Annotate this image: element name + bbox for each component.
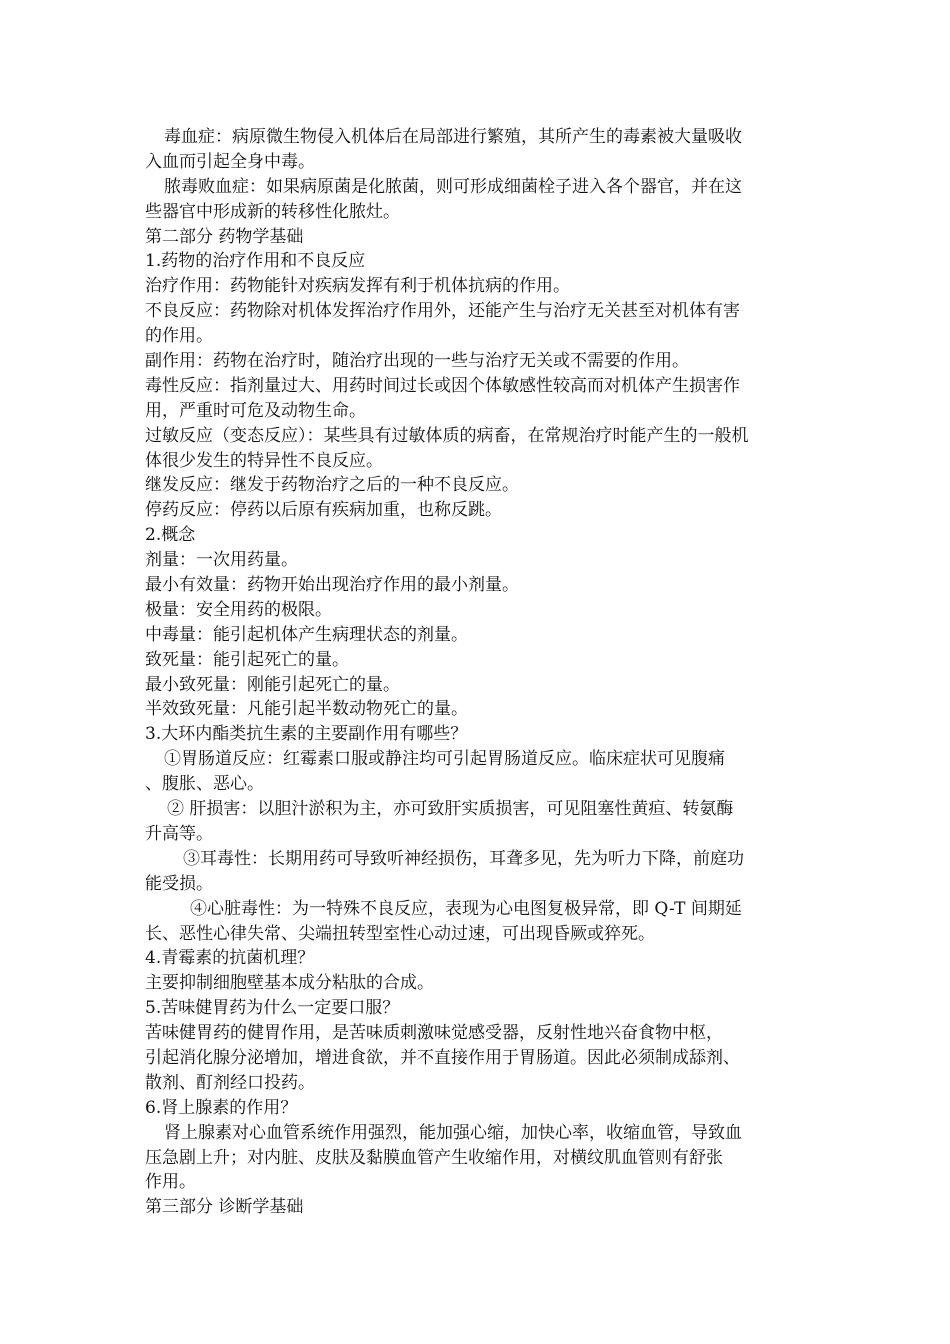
question-heading: 5.苦味健胃药为什么一定要口服？ (145, 998, 400, 1019)
paragraph-line: 剂量：一次用药量。 (145, 550, 298, 571)
paragraph-line: ①胃肠道反应：红霉素口服或静注均可引起胃肠道反应。临床症状可见腹痛 (164, 749, 725, 770)
paragraph-line: 体很少发生的特异性不良反应。 (145, 450, 383, 471)
paragraph-line: 能受损。 (145, 873, 213, 894)
question-heading: 6.肾上腺素的作用？ (145, 1097, 298, 1118)
paragraph-line: 副作用：药物在治疗时，随治疗出现的一些与治疗无关或不需要的作用。 (145, 351, 689, 372)
paragraph-line: 的作用。 (145, 326, 213, 347)
paragraph-line: 极量：安全用药的极限。 (145, 599, 332, 620)
paragraph-line: 用，严重时可危及动物生命。 (145, 400, 366, 421)
paragraph-line: 最小致死量：刚能引起死亡的量。 (145, 674, 400, 695)
paragraph-line: 苦味健胃药的健胃作用，是苦味质刺激味觉感受器，反射性地兴奋食物中枢， (145, 1023, 723, 1044)
question-heading: 1.药物的治疗作用和不良反应 (145, 251, 366, 272)
question-heading: 2.概念 (145, 525, 196, 546)
paragraph-line: 、腹胀、恶心。 (145, 774, 264, 795)
paragraph-line: 些器官中形成新的转移性化脓灶。 (145, 201, 400, 222)
paragraph-line: 作用。 (145, 1172, 196, 1193)
paragraph-line: 毒性反应：指剂量过大、用药时间过长或因个体敏感性较高而对机体产生损害作 (145, 375, 740, 396)
paragraph-line: 压急剧上升；对内脏、皮肤及黏膜血管产生收缩作用，对横纹肌血管则有舒张 (145, 1147, 723, 1168)
section-heading: 第二部分 药物学基础 (145, 226, 304, 247)
paragraph-line: 过敏反应（变态反应）：某些具有过敏体质的病畜，在常规治疗时能产生的一般机 (145, 425, 749, 446)
paragraph-line: 肾上腺素对心血管系统作用强烈，能加强心缩，加快心率，收缩血管，导致血 (164, 1122, 742, 1143)
paragraph-line: ② 肝损害：以胆汁淤积为主，亦可致肝实质损害，可见阻塞性黄疸、转氨酶 (167, 799, 734, 820)
paragraph-line: 停药反应：停药以后原有疾病加重，也称反跳。 (145, 500, 502, 521)
paragraph-line: 致死量：能引起死亡的量。 (145, 649, 349, 670)
document-page (145, 125, 813, 1220)
question-heading: 3.大环内酯类抗生素的主要副作用有哪些？ (145, 724, 468, 745)
paragraph-line: 主要抑制细胞壁基本成分粘肽的合成。 (145, 973, 434, 994)
paragraph-line: 治疗作用：药物能针对疾病发挥有利于机体抗病的作用。 (145, 276, 570, 297)
paragraph-line: 长、恶性心律失常、尖端扭转型室性心动过速，可出现昏厥或猝死。 (145, 923, 655, 944)
paragraph-line: ④心脏毒性：为一特殊不良反应，表现为心电图复极异常，即 Q-T 间期延 (190, 898, 742, 919)
question-heading: 4.青霉素的抗菌机理？ (145, 948, 315, 969)
paragraph-line: ③耳毒性：长期用药可导致听神经损伤，耳聋多见，先为听力下降，前庭功 (183, 848, 744, 869)
paragraph-line: 毒血症：病原微生物侵入机体后在局部进行繁殖，其所产生的毒素被大量吸收 (164, 127, 742, 147)
section-heading: 第三部分 诊断学基础 (145, 1197, 304, 1218)
paragraph-line: 半效致死量：凡能引起半数动物死亡的量。 (145, 699, 468, 720)
paragraph-line: 入血而引起全身中毒。 (145, 151, 315, 172)
paragraph-line: 脓毒败血症：如果病原菌是化脓菌，则可形成细菌栓子进入各个器官，并在这 (164, 176, 742, 197)
paragraph-line: 引起消化腺分泌增加，增进食欲，并不直接作用于胃肠道。因此必须制成舔剂、 (145, 1047, 740, 1068)
paragraph-line: 散剂、酊剂经口投药。 (145, 1072, 315, 1093)
paragraph-line: 最小有效量：药物开始出现治疗作用的最小剂量。 (145, 575, 519, 596)
paragraph-line: 中毒量：能引起机体产生病理状态的剂量。 (145, 624, 468, 645)
paragraph-line: 不良反应：药物除对机体发挥治疗作用外，还能产生与治疗无关甚至对机体有害 (145, 301, 740, 322)
paragraph-line: 继发反应：继发于药物治疗之后的一种不良反应。 (145, 475, 519, 496)
paragraph-line: 升高等。 (145, 823, 213, 844)
